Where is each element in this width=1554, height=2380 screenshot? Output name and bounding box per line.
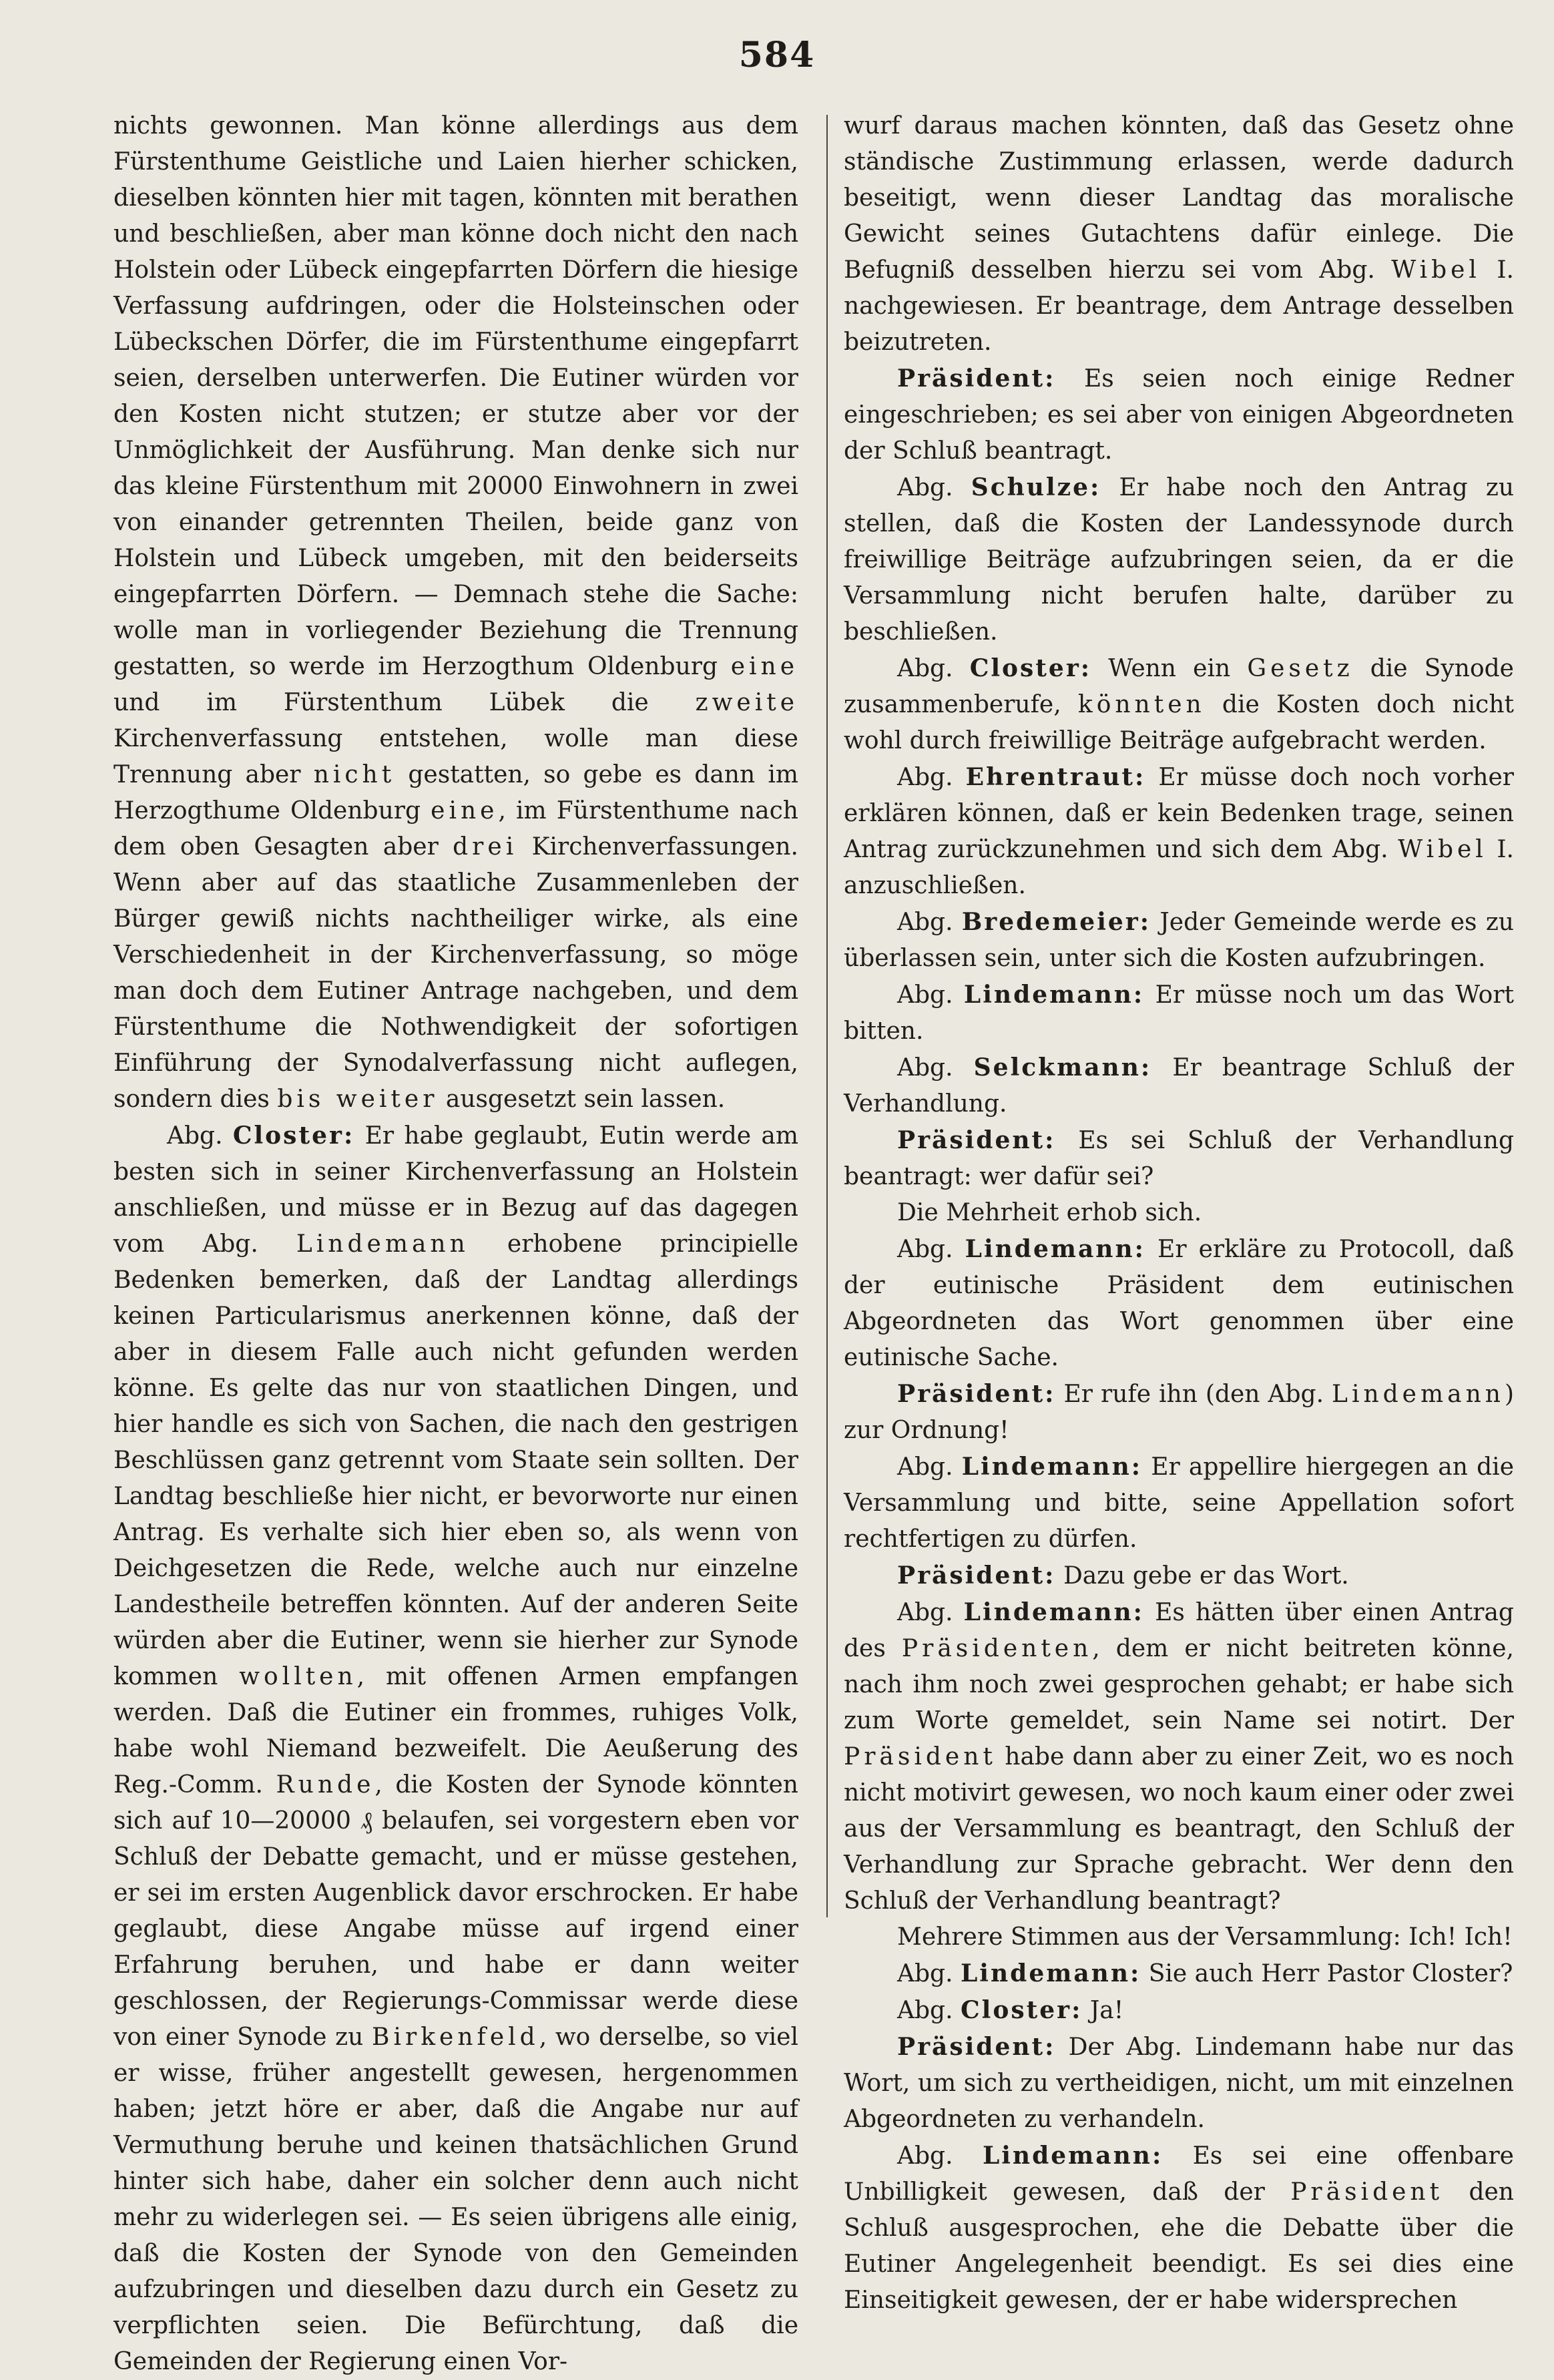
speaker-name: Präsident: xyxy=(897,1562,1056,1590)
text-run: Es sei eine offenbare Unbilligkeit gewesen, daß der xyxy=(844,2142,1514,2206)
right-paragraph-12 xyxy=(844,1376,1514,1449)
emphasis: nicht xyxy=(313,761,396,788)
text-run: Kirchenverfassung entstehen, wolle man diese Trennung aber xyxy=(113,725,798,788)
speaker-name: Lindemann: xyxy=(961,1453,1143,1481)
text-run: Es hätten über einen Antrag des xyxy=(844,1599,1514,1662)
column-divider xyxy=(826,115,828,1917)
emphasis: Runde xyxy=(276,1771,375,1799)
text-run: I. anzuschließen. xyxy=(844,836,1514,899)
text-run: , mit offenen Armen empfangen werden. Daß die Eutiner ein frommes, ruhiges Volk, habe wohl Niemand bezweifelt. Die Aeußerung des Reg.-Comm. xyxy=(113,1663,798,1799)
speaker-name: Präsident: xyxy=(897,2033,1056,2061)
right-paragraph-11 xyxy=(844,1231,1514,1376)
emphasis: Wibel xyxy=(1391,256,1481,284)
emphasis: eine xyxy=(730,653,798,680)
text-run: habe dann aber zu einer Zeit, wo es noch nicht motivirt gewesen, wo noch kaum einer oder zwei aus der Versammlung es beantragt, den Schluß der Verhandlung zur Sprache gebracht. Wer denn den Schluß der Verhandlung beantragt? xyxy=(844,1743,1514,1915)
abg-label: Abg. xyxy=(897,1453,953,1481)
text-run: Er müsse noch um das Wort bitten. xyxy=(844,981,1514,1045)
text-run: gestatten, so gebe es dann im Herzogthume Oldenburg xyxy=(113,761,798,824)
speaker-name: Präsident: xyxy=(897,1380,1056,1408)
abg-label: Abg. xyxy=(897,1054,953,1082)
emphasis: Birkenfeld xyxy=(372,2024,539,2051)
text-run: Die Mehrheit erhob sich. xyxy=(897,1199,1202,1226)
abg-label: Abg. xyxy=(897,764,953,791)
right-paragraph-15 xyxy=(844,1594,1514,1919)
emphasis: Präsidenten xyxy=(901,1635,1093,1662)
text-run: erhobene principielle Bedenken bemerken, daß der Landtag allerdings keinen Particularismus anerkennen könne, daß der aber in diesem Falle auch nicht gefunden werden könne. Es gelte das nur von staatlichen Dingen, und hier handle es sich von Sachen, die nach den gestrigen Beschlüssen ganz getrennt vom Staate sein sollten. Der Landtag beschließe hier nicht, er bevorworte nur einen Antrag. Es verhalte sich hier eben so, als wenn von Deichgesetzen die Rede, welche auch nur einzelne Landestheile betreffen könnten. Auf der anderen Seite würden aber die Eutiner, wenn sie hierher zur Synode kommen xyxy=(113,1230,799,1690)
emphasis: zweite xyxy=(695,689,798,716)
right-paragraph-7 xyxy=(844,977,1514,1049)
right-paragraph-19 xyxy=(844,2029,1514,2138)
text-run: Der Abg. Lindemann habe nur das Wort, um sich zu vertheidigen, nicht, um mit einzelnen Abgeordneten zu verhandeln. xyxy=(844,2034,1514,2133)
speaker-name: Lindemann: xyxy=(963,981,1145,1009)
abg-label: Abg. xyxy=(897,1236,953,1263)
emphasis: Lindemann xyxy=(296,1230,469,1258)
text-run: Wenn ein xyxy=(1108,655,1231,682)
speaker-name: Schulze: xyxy=(971,473,1101,501)
text-run: die Synode zusammenberufe, xyxy=(844,655,1514,718)
right-paragraph-8 xyxy=(844,1049,1514,1122)
right-paragraph-14 xyxy=(844,1558,1514,1594)
speaker-name: Selckmann: xyxy=(973,1053,1152,1082)
speaker-name: Ehrentraut: xyxy=(965,763,1146,791)
text-run: Es seien noch einige Redner eingeschrieben; es sei aber von einigen Abgeordneten der Schluß beantragt. xyxy=(844,365,1514,465)
emphasis: eine xyxy=(431,797,499,824)
speaker-name: Lindemann: xyxy=(963,1598,1144,1626)
text-run: , wo derselbe, so viel er wisse, früher angestellt gewesen, hergenommen haben; jetzt höre er aber, daß die Angabe nur auf Vermuthung beruhe und keinen thatsächlichen Grund hinter sich habe, daher ein solcher denn auch nicht mehr zu widerlegen sei. — Es seien übrigens alle einig, daß die Kosten der Synode von den Gemeinden aufzubringen und dieselben dazu durch ein Gesetz zu verpflichten seien. Die Befürchtung, daß die Gemeinden der Regierung einen Vor- xyxy=(113,2024,799,2375)
right-paragraph-4 xyxy=(844,650,1514,759)
emphasis: wollten xyxy=(239,1663,357,1690)
emphasis: drei xyxy=(453,833,518,861)
emphasis: Wibel xyxy=(1398,836,1487,863)
text-run: , im Fürstenthume nach dem oben Gesagten aber xyxy=(113,797,798,861)
right-paragraph-5 xyxy=(844,759,1514,904)
left-paragraph-2 xyxy=(113,1118,798,2380)
right-column xyxy=(844,108,1514,2319)
abg-label: Abg. xyxy=(897,909,953,936)
left-paragraph-1 xyxy=(113,108,798,1118)
text-run: Sie auch Herr Pastor Closter? xyxy=(1148,1960,1513,1987)
text-run: nichts gewonnen. Man könne allerdings aus dem Fürstenthume Geistliche und Laien hierher schicken, dieselben könnten hier mit tagen, könnten mit berathen und beschließen, aber man könne doch nicht den nach Holstein oder Lübeck eingepfarrten Dörfern die hiesige Verfassung aufdringen, oder die Holsteinschen oder Lübeckschen Dörfer, die im Fürstenthume eingepfarrt seien, derselben unterwerfen. Die Eutiner würden vor den Kosten nicht stutzen; er stutze aber vor der Unmöglichkeit der Ausführung. Man denke sich nur das kleine Fürstenthum mit 20000 Einwohnern in zwei von einander getrennten Theilen, beide ganz von Holstein und Lübeck umgeben, mit den beiderseits eingepfarrten Dörfern. — Demnach stehe die Sache: wolle man in vorliegender Beziehung die Trennung gestatten, so werde im Herzogthum Oldenburg xyxy=(113,112,798,680)
speaker-name: Lindemann: xyxy=(960,1959,1141,1987)
emphasis: Präsident xyxy=(1290,2178,1444,2206)
text-run: Er müsse doch noch vorher erklären können, daß er kein Bedenken trage, seinen Antrag zurückzunehmen und sich dem Abg. xyxy=(844,764,1514,863)
right-paragraph-20 xyxy=(844,2138,1514,2319)
right-paragraph-6 xyxy=(844,904,1514,977)
speaker-name: Closter: xyxy=(960,1996,1083,2024)
emphasis: Gesetz xyxy=(1247,655,1354,682)
text-run: Ja! xyxy=(1089,1997,1124,2024)
right-paragraph-18 xyxy=(844,1992,1514,2029)
text-run: und im Fürstenthum Lübek die xyxy=(113,689,649,716)
text-run: , dem er nicht beitreten könne, nach ihm noch zwei gesprochen gehabt; er habe sich zum Worte gemeldet, sein Name sei notirt. Der xyxy=(844,1635,1514,1734)
abg-label: Abg. xyxy=(897,981,953,1009)
text-run: Er beantrage Schluß der Verhandlung. xyxy=(844,1054,1514,1118)
right-paragraph-9 xyxy=(844,1122,1514,1195)
abg-label: Abg. xyxy=(897,2142,953,2170)
text-run: den Schluß ausgesprochen, ehe die Debatte über die Eutiner Angelegenheit beendigt. Es sei dies eine Einseitigkeit gewesen, der er habe widersprechen xyxy=(844,2178,1514,2314)
speaker-name: Closter: xyxy=(969,654,1092,682)
text-run: Er appellire hiergegen an die Versammlung und bitte, seine Appellation sofort rechtfertigen zu dürfen. xyxy=(844,1453,1514,1553)
text-run: wurf daraus machen könnten, daß das Gesetz ohne ständische Zustimmung erlassen, werde dadurch beseitigt, wenn dieser Landtag das moralische Gewicht seines Gutachtens dafür einlege. Die Befugniß desselben hierzu sei vom Abg. xyxy=(844,112,1514,284)
text-run: Mehrere Stimmen aus der Versammlung: Ich! Ich! xyxy=(897,1923,1513,1951)
emphasis: bis weiter xyxy=(277,1086,439,1113)
abg-label: Abg. xyxy=(897,1960,953,1987)
left-column xyxy=(113,108,798,2380)
abg-label: Abg. xyxy=(897,1997,953,2024)
speaker-name: Lindemann: xyxy=(982,2142,1163,2170)
speaker-name: Bredemeier: xyxy=(961,908,1151,936)
text-run: Er erkläre zu Protocoll, daß der eutinische Präsident dem eutinischen Abgeordneten das Wort genommen über eine eutinische Sache. xyxy=(844,1236,1515,1371)
right-paragraph-16 xyxy=(844,1919,1514,1955)
right-paragraph-1 xyxy=(844,108,1514,361)
page-number: 584 xyxy=(738,35,816,75)
right-paragraph-2 xyxy=(844,361,1514,469)
text-run: , die Kosten der Synode könnten sich auf 10—20000 ₰ belaufen, sei vorgestern eben vor Schluß der Debatte gemacht, und er müsse gestehen, er sei im ersten Augenblick davor erschrocken. Er habe geglaubt, diese Angabe müsse auf irgend einer Erfahrung beruhen, und habe er dann weiter geschlossen, der Regierungs-Commissar werde diese von einer Synode zu xyxy=(113,1771,798,2051)
text-run: ausgesetzt sein lassen. xyxy=(445,1086,726,1113)
emphasis: Lindemann xyxy=(1332,1381,1505,1408)
text-run: Es sei Schluß der Verhandlung beantragt: wer dafür sei? xyxy=(844,1127,1514,1190)
speaker-name: Closter: xyxy=(232,1122,355,1150)
text-run: Er habe geglaubt, Eutin werde am besten sich in seiner Kirchenverfassung an Holstein anschließen, und müsse er in Bezug auf das dagegen vom Abg. xyxy=(113,1122,798,1258)
abg-label: Abg. xyxy=(167,1122,223,1150)
text-run: die Kosten doch nicht wohl durch freiwillige Beiträge aufgebracht werden. xyxy=(844,691,1514,754)
abg-label: Abg. xyxy=(897,655,953,682)
text-run: ) zur Ordnung! xyxy=(844,1381,1515,1444)
text-run: I. nachgewiesen. Er beantrage, dem Antrage desselben beizutreten. xyxy=(844,256,1514,356)
text-run: Er rufe ihn (den Abg. xyxy=(1063,1381,1324,1408)
speaker-name: Präsident: xyxy=(897,365,1056,393)
right-paragraph-3 xyxy=(844,469,1514,650)
emphasis: Präsident xyxy=(844,1743,997,1770)
right-paragraph-10 xyxy=(844,1195,1514,1231)
text-run: Jeder Gemeinde werde es zu überlassen sein, unter sich die Kosten aufzubringen. xyxy=(844,909,1514,972)
text-run: Er habe noch den Antrag zu stellen, daß die Kosten der Landessynode durch freiwillige Beiträge aufzubringen seien, da er die Versammlung nicht berufen halte, darüber zu beschließen. xyxy=(844,474,1515,646)
emphasis: könnten xyxy=(1077,691,1206,718)
abg-label: Abg. xyxy=(897,474,953,501)
abg-label: Abg. xyxy=(897,1599,953,1626)
right-paragraph-13 xyxy=(844,1449,1514,1558)
right-paragraph-17 xyxy=(844,1955,1514,1992)
speaker-name: Präsident: xyxy=(897,1126,1056,1154)
text-run: Dazu gebe er das Wort. xyxy=(1063,1562,1349,1590)
text-run: Kirchenverfassungen. Wenn aber auf das staatliche Zusammenleben der Bürger gewiß nichts nachtheiliger wirke, als eine Verschiedenheit in der Kirchenverfassung, so möge man doch dem Eutiner Antrage nachgeben, und dem Fürstenthume die Nothwendigkeit der sofortigen Einführung der Synodalverfassung nicht auflegen, sondern dies xyxy=(113,833,798,1113)
speaker-name: Lindemann: xyxy=(965,1235,1145,1263)
